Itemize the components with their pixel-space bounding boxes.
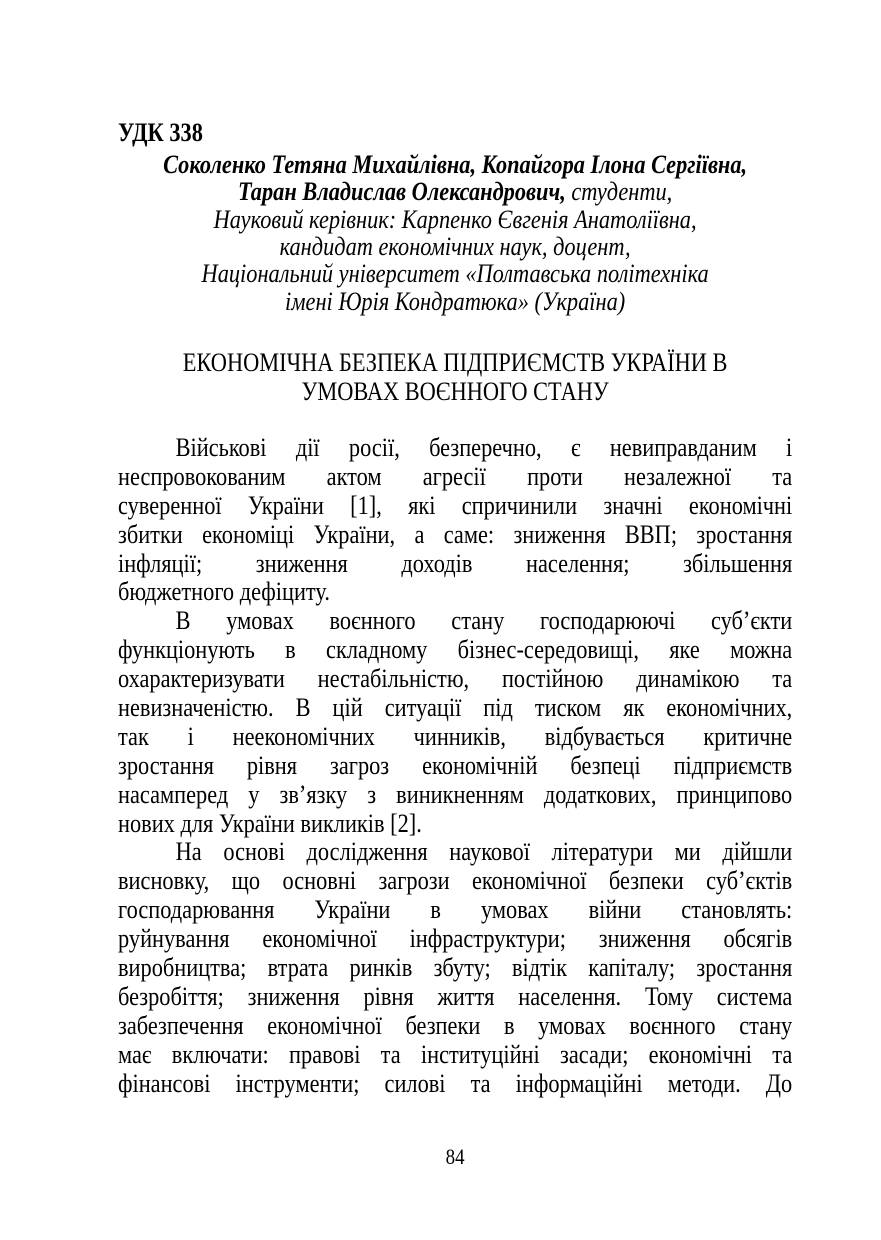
- university-line-2: імені Юрія Кондратюка» (Україна): [285, 286, 626, 316]
- udc-code: УДК 338: [118, 118, 203, 147]
- paragraph-line: збитки економіці України, а саме: зниження ВВП; зростання: [118, 519, 793, 549]
- author-block: [118, 151, 792, 321]
- paragraph-line: охарактеризувати нестабільністю, постійною динамікою та: [118, 664, 793, 694]
- authors-role: студенти,: [565, 177, 673, 207]
- paragraph-line: Військові дії росії, безперечно, є невиправданим і: [175, 433, 793, 462]
- authors-line-2: [118, 178, 792, 205]
- title-line-2: УМОВАХ ВОЄННОГО СТАНУ: [301, 377, 609, 406]
- paragraph-line: руйнування економічної інфраструктури; зниження обсягів: [118, 924, 793, 954]
- article-title: [118, 348, 792, 408]
- article-body: [118, 434, 792, 1098]
- paragraph-line: має включати: правові та інституційні засади; економічні та: [118, 1039, 793, 1069]
- paragraph-line: функціонують в складному бізнес-середовищі, яке можна: [118, 635, 793, 665]
- university-line-1: Національний університет «Полтавська політехніка: [201, 259, 709, 289]
- paragraph-line: зростання рівня загроз економічній безпеці підприємств: [118, 750, 793, 780]
- paragraph-line: бюджетного дефіциту.: [118, 577, 330, 607]
- paragraph-line: В умовах воєнного стану господарюючі суб’єкти: [175, 606, 793, 636]
- paragraph-line: нових для України викликів [2].: [118, 808, 422, 838]
- paragraph-line: інфляції; зниження доходів населення; збільшення: [118, 548, 793, 578]
- paragraph-line: суверенної України [1], які спричинили значні економічні: [118, 490, 793, 520]
- paragraph-line: господарювання України в умовах війни становлять:: [118, 895, 793, 925]
- paragraph-line: виробництва; втрата ринків збуту; відтік капіталу; зростання: [118, 953, 793, 983]
- paragraph-line: безробіття; зниження рівня життя населення. Тому система: [118, 981, 793, 1011]
- authors-line-1: Соколенко Тетяна Михайлівна, Копайгора Ілона Сергіївна,: [163, 150, 748, 179]
- paragraph-line: висновку, що основні загрози економічної безпеки суб’єктів: [118, 866, 793, 896]
- paragraph-line: невизначеністю. В цій ситуації під тиском як економічних,: [118, 693, 793, 723]
- supervisor-degree: кандидат економічних наук, доцент,: [279, 231, 631, 261]
- paragraph-line: неспровокованим актом агресії проти незалежної та: [118, 461, 793, 491]
- title-line-1: ЕКОНОМІЧНА БЕЗПЕКА ПІДПРИЄМСТВ УКРАЇНИ В: [182, 348, 728, 377]
- paragraph-line: насамперед у зв’язку з виникненням додаткових, принципово: [118, 779, 793, 809]
- supervisor: Науковий керівник: Карпенко Євгенія Анатоліївна,: [213, 204, 697, 234]
- paragraph-line: так і неекономічних чинників, відбувається критичне: [118, 721, 793, 751]
- authors-names: Таран Владислав Олександрович,: [237, 177, 566, 207]
- paragraph-line: фінансові інструменти; силові та інформаційні методи. До: [118, 1068, 793, 1098]
- paragraph-line: На основі дослідження наукової літератури ми дійшли: [175, 837, 793, 867]
- paragraph-line: забезпечення економічної безпеки в умовах воєнного стану: [118, 1010, 793, 1040]
- page-number: 84: [445, 1144, 465, 1169]
